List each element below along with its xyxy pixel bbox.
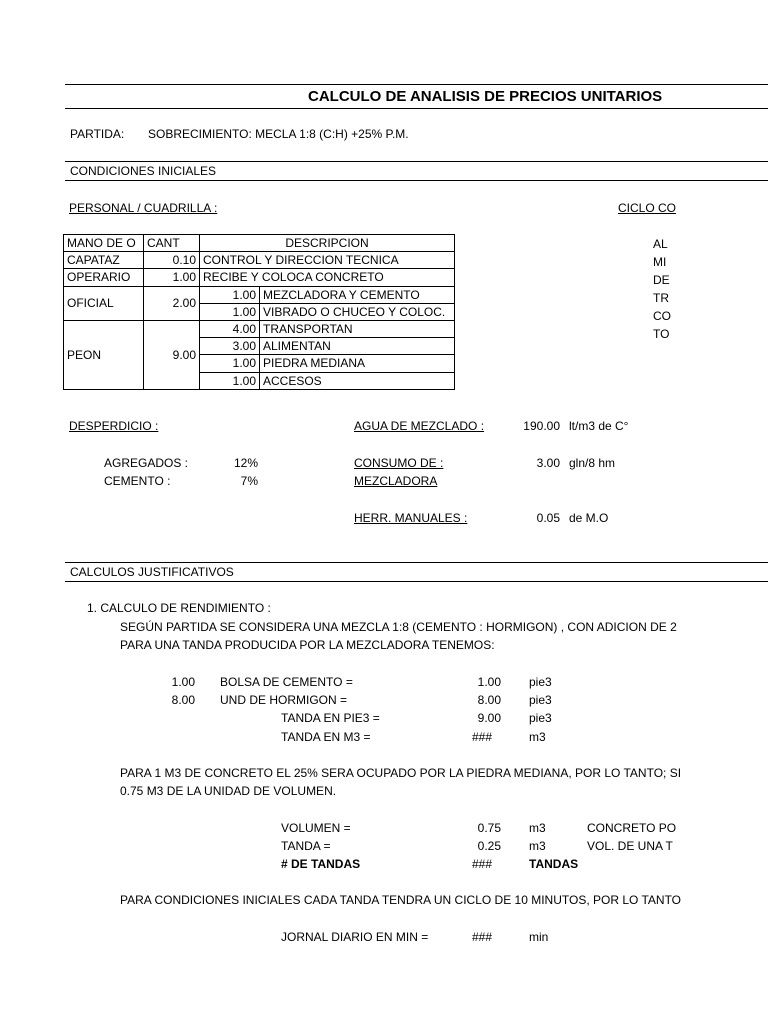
para-text-line: PARA 1 M3 DE CONCRETO EL 25% SERA OCUPADO POR LA PIEDRA MEDIANA, POR LO TANTO; SI [120,766,682,780]
agua-label: AGUA DE MEZCLADO : [354,419,485,433]
volumen-note: VOL. DE UNA T [587,839,673,853]
role-cell: CAPATAZ [64,252,144,269]
tanda-value: 9.00 [477,711,501,725]
tanda-label: BOLSA DE CEMENTO = [220,675,353,689]
table-row [64,252,455,269]
para-text-line: PARA CONDICIONES INICIALES CADA TANDA TENDRA UN CICLO DE 10 MINUTOS, POR LO TANTO [120,893,682,907]
section-bottom-border [65,180,768,181]
agregados-label: AGREGADOS : [104,456,189,470]
rendimiento-text-line: SEGÚN PARTIDA SE CONSIDERA UNA MEZCLA 1:8 (CEMENTO : HORMIGON) , CON ADICION DE 2 [120,620,677,634]
consumo-unit: gln/8 hm [569,456,616,470]
qty-cell: 9.00 [144,320,200,389]
table-row [64,286,455,303]
section-bottom-border [65,581,768,582]
tanda-unit: pie3 [529,675,552,689]
section-top-border [65,161,768,162]
cemento-label: CEMENTO : [104,474,171,488]
consumo-value: 3.00 [536,456,560,470]
qty-cell: 2.00 [144,286,200,320]
ciclo-item: TR [653,291,669,305]
tanda-value: ### [471,730,492,744]
volumen-value: 0.25 [477,839,501,853]
sub-qty-cell: 1.00 [200,372,260,389]
jornal-label: JORNAL DIARIO EN MIN = [281,930,429,944]
agua-unit: lt/m3 de C° [569,419,629,433]
sub-qty-cell: 1.00 [200,303,260,320]
rendimiento-text-line: PARA UNA TANDA PRODUCIDA POR LA MEZCLADORA TENEMOS: [120,638,495,652]
mezcladora-label: MEZCLADORA [354,474,438,488]
page-title: CALCULO DE ANALISIS DE PRECIOS UNITARIOS [308,88,663,105]
tanda-qty: 1.00 [171,675,195,689]
tanda-label: TANDA EN M3 = [281,730,371,744]
rendimiento-heading: 1. CALCULO DE RENDIMIENTO : [87,601,271,615]
calculos-heading: CALCULOS JUSTIFICATIVOS [70,565,234,579]
ciclo-item: MI [653,255,667,269]
tanda-label: TANDA EN PIE3 = [281,711,380,725]
jornal-value: ### [471,930,492,944]
herr-unit: de M.O [569,511,609,525]
table-header-row [64,235,455,252]
qty-cell: 0.10 [144,252,200,269]
volumen-label: # DE TANDAS [281,857,361,871]
volumen-note: CONCRETO PO [587,821,677,835]
sub-desc-cell: PIEDRA MEDIANA [260,355,455,372]
volumen-label: TANDA = [281,839,331,853]
header-descripcion: DESCRIPCION [200,235,455,252]
sub-qty-cell: 1.00 [200,286,260,303]
partida-label: PARTIDA: [70,127,125,141]
table-row [64,320,455,337]
herr-label: HERR. MANUALES : [354,511,468,525]
tanda-value: 8.00 [477,693,501,707]
herr-value: 0.05 [536,511,560,525]
sub-qty-cell: 4.00 [200,320,260,337]
volumen-value: ### [471,857,492,871]
consumo-label: CONSUMO DE : [354,456,444,470]
sub-desc-cell: MEZCLADORA Y CEMENTO [260,286,455,303]
section-top-border [65,562,768,563]
cemento-value: 7% [240,474,258,488]
tanda-unit: m3 [529,730,546,744]
volumen-value: 0.75 [477,821,501,835]
sub-desc-cell: ALIMENTAN [260,338,455,355]
sub-desc-cell: TRANSPORTAN [260,320,455,337]
volumen-unit: m3 [529,839,546,853]
labor-table [63,234,455,390]
role-cell: OFICIAL [64,286,144,320]
ciclo-item: AL [653,237,668,251]
personal-cuadrilla-heading: PERSONAL / CUADRILLA : [69,201,218,215]
tanda-unit: pie3 [529,693,552,707]
title-bottom-border [65,108,768,109]
ciclo-item: DE [653,273,670,287]
volumen-unit: TANDAS [529,857,579,871]
qty-cell: 1.00 [144,269,200,286]
sub-desc-cell: ACCESOS [260,372,455,389]
tanda-unit: pie3 [529,711,552,725]
volumen-unit: m3 [529,821,546,835]
ciclo-item: TO [653,327,670,341]
ciclo-item: CO [653,309,671,323]
tanda-label: UND DE HORMIGON = [220,693,348,707]
agua-value: 190.00 [523,419,560,433]
tanda-qty: 8.00 [171,693,195,707]
desc-cell: CONTROL Y DIRECCION TECNICA [200,252,455,269]
sub-qty-cell: 3.00 [200,338,260,355]
desc-cell: RECIBE Y COLOCA CONCRETO [200,269,455,286]
role-cell: OPERARIO [64,269,144,286]
table-row [64,269,455,286]
title-top-border [65,84,768,85]
jornal-unit: min [529,930,549,944]
desperdicio-heading: DESPERDICIO : [69,419,159,433]
condiciones-iniciales-heading: CONDICIONES INICIALES [70,164,217,178]
partida-value: SOBRECIMIENTO: MECLA 1:8 (C:H) +25% P.M. [148,127,409,141]
para-text-line: 0.75 M3 DE LA UNIDAD DE VOLUMEN. [120,784,337,798]
role-cell: PEON [64,320,144,389]
header-mano-de-obra: MANO DE O [64,235,144,252]
ciclo-heading: CICLO CO [618,201,677,215]
header-cant: CANT [144,235,200,252]
sub-qty-cell: 1.00 [200,355,260,372]
tanda-value: 1.00 [477,675,501,689]
agregados-value: 12% [233,456,258,470]
volumen-label: VOLUMEN = [281,821,351,835]
sub-desc-cell: VIBRADO O CHUCEO Y COLOC. [260,303,455,320]
